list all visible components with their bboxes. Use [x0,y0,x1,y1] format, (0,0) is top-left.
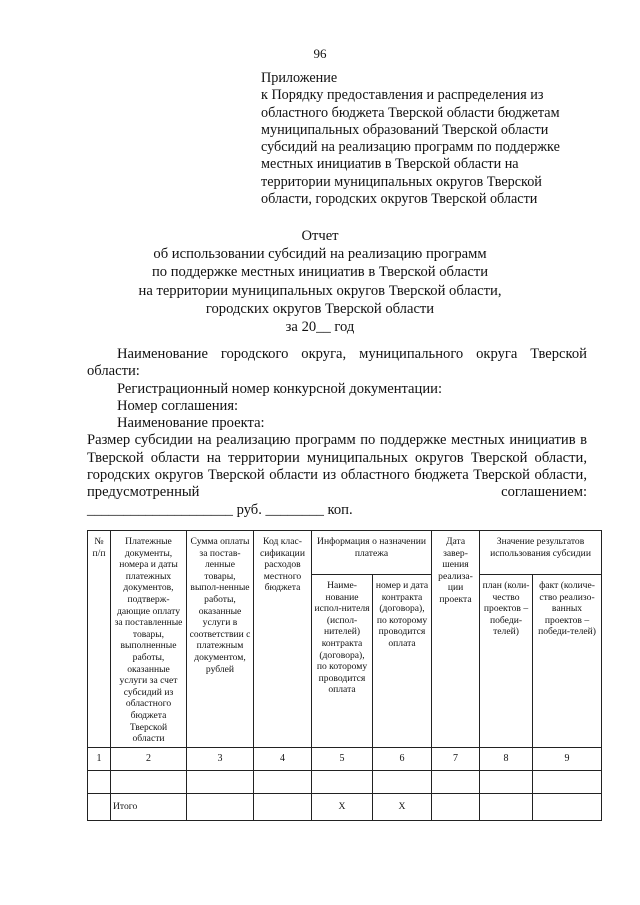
empty-row [88,770,602,793]
header-date: Дата завер-шения реализа-ции проекта [432,531,480,748]
column-number: 6 [373,747,432,770]
total-col6: X [373,793,432,820]
header-results: Значение результатов использования субсидии [480,531,602,575]
appendix-line: к Порядку предоставления и распределения из [261,87,544,104]
table-cell [533,793,602,820]
column-number: 4 [254,747,312,770]
report-table [87,530,602,821]
amount-line: ____________________ руб. ________ коп. [87,501,353,518]
table-cell [533,770,602,793]
table-cell [88,770,111,793]
header-code: Код клас-сификации расходов местного бюджета [254,531,312,748]
appendix-line: области, городских округов Тверской области [261,191,538,208]
column-number: 7 [432,747,480,770]
header-purpose-number: номер и дата контракта (договора), по которому проводится оплата [373,575,432,748]
registration-field: Регистрационный номер конкурсной документации: [117,380,443,397]
column-number: 9 [533,747,602,770]
title-line: городских округов Тверской области [205,300,435,317]
title-line: Отчет [301,228,339,244]
table-cell [111,770,187,793]
total-row [88,793,602,820]
report-fields [87,346,587,519]
column-number: 5 [312,747,373,770]
table-cell [480,793,533,820]
table-cell [187,770,254,793]
table-cell [432,793,480,820]
report-title [0,227,640,336]
table-cell [312,770,373,793]
header-row [88,531,602,575]
header-results-plan: план (коли-чество проектов – победи-телей) [480,575,533,748]
header-results-fact: факт (количе-ство реализо-ванных проектов – победи-телей) [533,575,602,748]
title-line: на территории муниципальных округов Тверской области, [138,282,502,299]
district-field: Наименование городского округа, муниципального округа Тверской области: [87,346,587,380]
header-purpose: Информация о назначении платежа [312,531,432,575]
appendix-line: областного бюджета Тверской области бюджетам [261,104,560,121]
column-number: 2 [111,747,187,770]
title-line: об использовании субсидий на реализацию программ [153,246,487,263]
total-label: Итого [111,793,187,820]
table-cell [254,793,312,820]
subsidy-field: Размер субсидии на реализацию программ по поддержке местных инициатив в Тверской области на территории муниципальных округов Тверской области, городских округов Тверской области из областного бюджета Тверской области, предусмотренный соглашением: [87,432,587,501]
project-field: Наименование проекта: [117,415,265,432]
table-cell [432,770,480,793]
column-number: 3 [187,747,254,770]
table-cell [373,770,432,793]
title-line: за 20__ год [285,319,355,336]
title-line: по поддержке местных инициатив в Тверской области [151,264,489,281]
header-num: № п/п [88,531,111,748]
page-number: 96 [313,46,327,61]
table-cell [88,793,111,820]
table-cell [480,770,533,793]
header-docs: Платежные документы, номера и даты платежных документов, подтверж-дающие оплату за поставленные товары, выполненные работы, оказанные услуги за счет субсидий из областного бюджета Тверской области [111,531,187,748]
agreement-field: Номер соглашения: [117,397,239,414]
column-numbers-row [88,747,602,770]
total-col5: X [312,793,373,820]
appendix-line: местных инициатив в Тверской области на [261,156,519,173]
appendix-line: субсидий на реализацию программ по поддержке [261,139,560,156]
appendix-line: Приложение [261,70,338,86]
header-purpose-name: Наиме-нование испол-нителя (испол-нителей) контракта (договора), по которому проводится оплата [312,575,373,748]
appendix-block [261,70,601,208]
appendix-line: муниципальных образований Тверской области [261,121,549,138]
header-sum: Сумма оплаты за постав-ленные товары, выпол-ненные работы, оказанные услуги в соответствии с платежным документом, рублей [187,531,254,748]
column-number: 1 [88,747,111,770]
table-cell [187,793,254,820]
column-number: 8 [480,747,533,770]
table-cell [254,770,312,793]
appendix-line: территории муниципальных округов Тверской [261,173,542,190]
